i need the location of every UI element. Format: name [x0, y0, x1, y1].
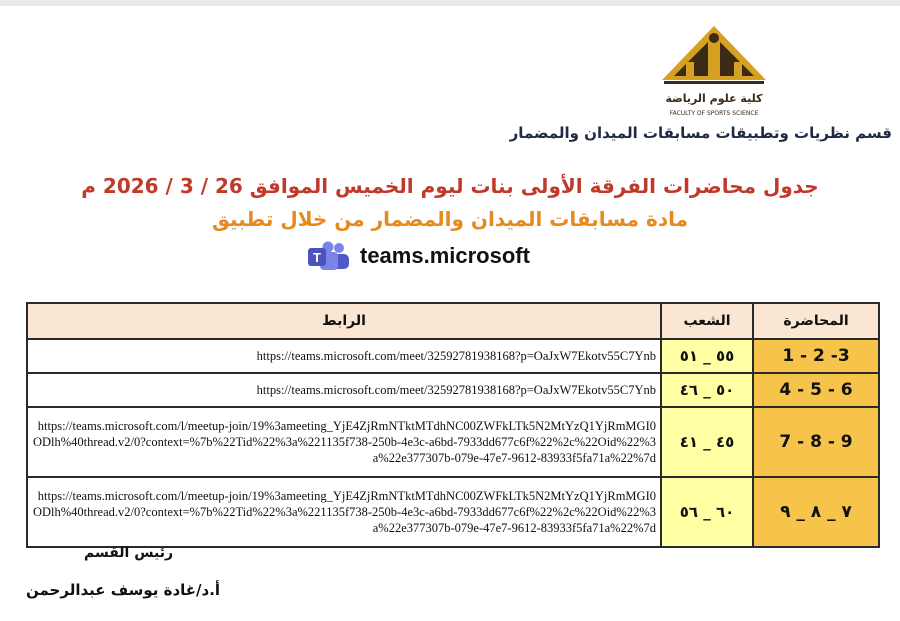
signature-name: أ.د/غادة يوسف عبدالرحمن: [26, 581, 221, 599]
subject-title: مادة مسابقات الميدان والمضمار من خلال تطبيق: [212, 207, 688, 231]
meeting-link[interactable]: https://teams.microsoft.com/meet/32592781938168?p=OaJxW7Ekotv55C7Ynb: [27, 373, 661, 407]
microsoft-teams-icon: [306, 241, 352, 271]
meeting-link[interactable]: https://teams.microsoft.com/l/meetup-join/19%3ameeting_YjE4ZjRmNTktMTdhNC00ZWFkLTk5N2MtYzQ1YjRmMGI0ODlh%40thread.v2/0?context=%7b%22Tid%22%3a%221135f738-250b-4e3c-a6bd-7933dd677c6f%22%2c%22Oid%22%3a%22e377307b-079e-47e7-9612-83933f5fa71a%22%7d: [27, 477, 661, 547]
schedule-table: [26, 302, 880, 548]
lecture-cell: 1 - 2 -3: [753, 339, 879, 373]
table-row: [27, 339, 879, 373]
sections-cell: ٤٥ _ ٤١: [661, 407, 753, 477]
lecture-cell: 4 - 5 - 6: [753, 373, 879, 407]
meeting-link[interactable]: https://teams.microsoft.com/l/meetup-join/19%3ameeting_YjE4ZjRmNTktMTdhNC00ZWFkLTk5N2MtYzQ1YjRmMGI0ODlh%40thread.v2/0?context=%7b%22Tid%22%3a%221135f738-250b-4e3c-a6bd-7933dd677c6f%22%2c%22Oid%22%3a%22e377307b-079e-47e7-9612-83933f5fa71a%22%7d: [27, 407, 661, 477]
schedule-title: جدول محاضرات الفرقة الأولى بنات ليوم الخميس الموافق 26 / 3 / 2026 م: [81, 174, 819, 198]
lecture-cell: ٧ _ ٨ _ ٩: [753, 477, 879, 547]
sections-cell: ٥٠ _ ٤٦: [661, 373, 753, 407]
faculty-logo-icon: [658, 24, 770, 120]
logo-arabic-name: كلية علوم الرياضة: [665, 92, 763, 105]
department-name: قسم نظريات وتطبيقات مسابقات الميدان والمضمار: [509, 124, 892, 142]
svg-text:T: T: [313, 250, 321, 265]
meeting-link[interactable]: https://teams.microsoft.com/meet/32592781938168?p=OaJxW7Ekotv55C7Ynb: [27, 339, 661, 373]
header-link: الرابط: [27, 303, 661, 339]
table-row: [27, 407, 879, 477]
logo-english-name: FACULTY OF SPORTS SCIENCE: [669, 110, 759, 117]
table-header-row: [27, 303, 879, 339]
signature-role: رئيس القسم: [84, 545, 174, 561]
top-bar: [0, 0, 900, 6]
sections-cell: ٥٥ _ ٥١: [661, 339, 753, 373]
sections-cell: ٦٠ _ ٥٦: [661, 477, 753, 547]
header-lecture: المحاضرة: [753, 303, 879, 339]
teams-brand: [306, 240, 530, 272]
app-name: teams.microsoft: [360, 243, 530, 268]
table-row: [27, 373, 879, 407]
table-row: [27, 477, 879, 547]
header-sections: الشعب: [661, 303, 753, 339]
lecture-cell: 7 - 8 - 9: [753, 407, 879, 477]
